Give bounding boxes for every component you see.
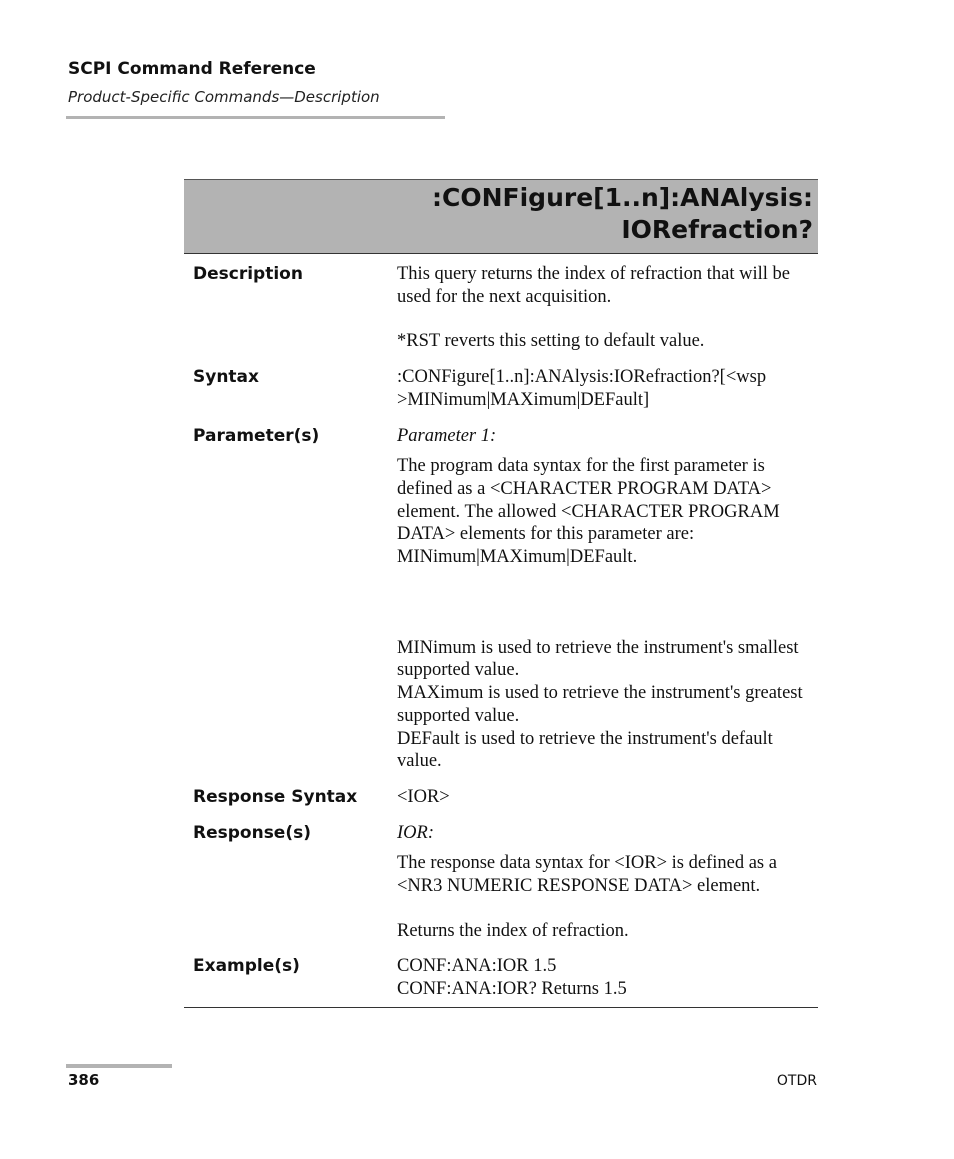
row-label-examples: Example(s)	[193, 956, 300, 977]
row-content-description	[397, 263, 817, 353]
row-examples	[184, 955, 818, 1000]
product-name: OTDR	[776, 1073, 817, 1089]
row-content-examples	[397, 955, 817, 1000]
parameter-default: DEFault is used to retrieve the instrument's default value.	[397, 728, 773, 772]
parameter-minimum: MINimum is used to retrieve the instrument's smallest supported value.	[397, 637, 799, 681]
row-content-syntax	[397, 366, 817, 411]
syntax-line2: >MINimum|MAXimum|DEFault]	[397, 389, 650, 410]
row-label-syntax: Syntax	[193, 367, 259, 388]
header-rule	[66, 116, 445, 119]
description-text: This query returns the index of refraction that will be used for the next acquisition.	[397, 264, 790, 307]
example-line2: CONF:ANA:IOR? Returns 1.5	[397, 979, 627, 1000]
row-label-responses: Response(s)	[193, 822, 311, 843]
page-number: 386	[68, 1071, 100, 1089]
command-title-bar	[184, 179, 818, 254]
table-bottom-rule	[184, 1007, 818, 1008]
section-subtitle: Product-Specific Commands—Description	[68, 88, 380, 106]
response-syntax-text: <IOR>	[397, 786, 450, 807]
row-syntax	[184, 366, 818, 411]
parameter-maximum: MAXimum is used to retrieve the instrument's greatest supported value.	[397, 683, 803, 726]
row-content-parameters	[397, 425, 817, 773]
parameter-definition: The program data syntax for the first parameter is defined as a <CHARACTER PROGRAM DATA> element. The allowed <CHARACTER PROGRAM DATA> elements for this parameter are: MINimum|MAXimum|DEFault.	[397, 456, 780, 568]
parameter-heading: Parameter 1:	[397, 425, 497, 446]
command-title-line1: :CONFigure[1..n]:ANAlysis:	[432, 183, 813, 212]
rst-note: *RST reverts this setting to default value.	[397, 331, 705, 352]
row-label-response-syntax: Response Syntax	[193, 786, 358, 807]
row-label-parameters: Parameter(s)	[193, 425, 320, 446]
running-header	[68, 58, 444, 107]
footer-rule	[66, 1064, 172, 1068]
row-content-responses	[397, 822, 817, 943]
section-title: SCPI Command Reference	[68, 59, 316, 79]
row-description	[184, 263, 818, 353]
response-definition: The response data syntax for <IOR> is defined as a <NR3 NUMERIC RESPONSE DATA> element.	[397, 853, 777, 897]
response-heading: IOR:	[397, 822, 434, 843]
response-returns: Returns the index of refraction.	[397, 920, 629, 941]
row-parameters	[184, 425, 818, 773]
command-reference-table	[184, 179, 818, 1008]
row-label-description: Description	[193, 264, 303, 284]
row-response-syntax	[184, 786, 818, 809]
command-title-line2: IORefraction?	[621, 215, 813, 244]
row-content-response-syntax	[397, 786, 817, 809]
syntax-line1: :CONFigure[1..n]:ANAlysis:IORefraction?[<wsp	[397, 367, 767, 388]
example-line1: CONF:ANA:IOR 1.5	[397, 956, 557, 977]
row-responses	[184, 822, 818, 943]
